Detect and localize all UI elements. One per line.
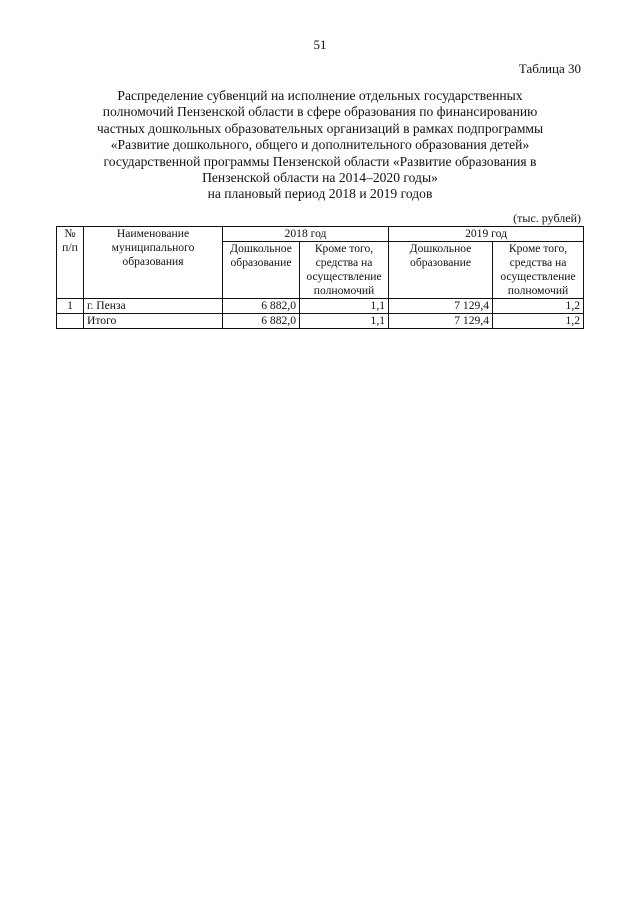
header-name-line: Наименование [116,227,190,240]
header-preschool-2019 [389,242,493,299]
row-preschool-2018: 6 882,0 [223,299,300,314]
header-year-2018: 2018 год [223,227,389,242]
header-besides-2018 [300,242,389,299]
row-preschool-2019: 7 129,4 [389,299,493,314]
row-name: г. Пенза [84,299,223,314]
header-num-line: № [64,227,76,240]
total-preschool-2019: 7 129,4 [389,314,493,329]
header-besides-2019 [493,242,584,299]
header-line: образование [230,256,292,269]
title-line: «Развитие дошкольного, общего и дополнительного образования детей» [110,137,530,153]
header-line: образование [410,256,471,269]
table-number: Таблица 30 [518,61,581,76]
header-line: Дошкольное [409,242,472,255]
header-line: средства на [315,256,373,269]
header-line: полномочий [507,284,569,297]
header-line: Дошкольное [230,242,292,255]
title-line: частных дошкольных образовательных организаций в рамках подпрограммы [96,120,544,136]
page-number: 51 [313,37,327,52]
header-name [84,227,223,299]
title-line: на плановый период 2018 и 2019 годов [207,186,433,202]
header-line: Кроме того, [314,242,374,255]
units-label: (тыс. рублей) [513,211,581,225]
header-name-line: образования [122,255,184,268]
title-line: государственной программы Пензенской области «Развитие образования в [103,153,537,169]
row-besides-2018: 1,1 [300,299,389,314]
header-num [57,227,84,299]
header-line: осуществление [500,270,576,283]
title-line: Пензенской области на 2014–2020 годы» [202,170,438,186]
total-preschool-2018: 6 882,0 [223,314,300,329]
table-row [57,299,584,314]
header-year-2019: 2019 год [389,227,584,242]
subvention-table [56,226,584,329]
total-besides-2019: 1,2 [493,314,584,329]
header-row [57,227,584,242]
header-name-line: муниципального [111,241,195,254]
document-title [56,88,584,203]
header-num-line: п/п [62,241,78,254]
header-line: полномочий [313,284,375,297]
total-besides-2018: 1,1 [300,314,389,329]
total-num [57,314,84,329]
header-line: средства на [509,256,567,269]
title-line: полномочий Пензенской области в сфере образования по финансированию [102,104,538,120]
header-preschool-2018 [223,242,300,299]
total-row [57,314,584,329]
title-line: Распределение субвенций на исполнение отдельных государственных [117,88,523,103]
row-besides-2019: 1,2 [493,299,584,314]
total-name: Итого [84,314,223,329]
row-num: 1 [57,299,84,314]
header-line: осуществление [306,270,382,283]
header-line: Кроме того, [508,242,568,255]
